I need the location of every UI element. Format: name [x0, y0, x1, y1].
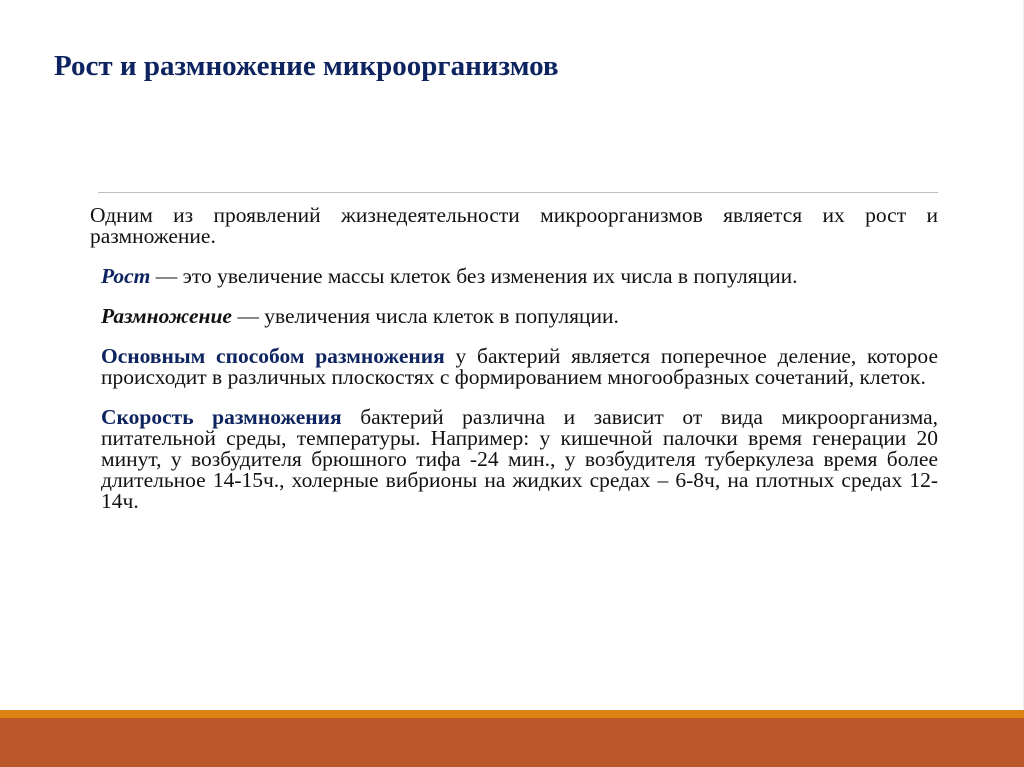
term-main-method: Основным способом размножения [101, 344, 445, 368]
paragraph-text: — увеличения числа клеток в популяции. [231, 304, 619, 328]
paragraph-text: у бактерий является поперечное деление, которое происходит в различных плоскостях с формированием многообразных сочетаний, клеток. [101, 344, 938, 389]
slide-title: Рост и размножение микроорганизмов [54, 50, 559, 82]
paragraph-intro [90, 205, 938, 247]
paragraph-main-method [90, 346, 938, 388]
paragraph-growth [90, 266, 938, 287]
footer-accent-stripe [0, 710, 1024, 718]
term-reproduction: Размножение [101, 304, 232, 328]
paragraph-text: бактерий различна и зависит от вида микроорганизма, питательной среды, температуры. Например: у кишечной палочки время генерации 20 минут, у возбудителя брюшного тифа -24 мин., у возбудителя туберкулеза время более длительное 14-15ч., холерные вибрионы на жидких средах – 6-8ч, на плотных средах 12-14ч. [101, 405, 938, 513]
footer-band [0, 718, 1024, 767]
paragraph-reproduction [90, 306, 938, 327]
paragraph-text: — это увеличение массы клеток без изменения их числа в популяции. [150, 264, 798, 288]
term-reproduction-rate: Скорость размножения [101, 405, 342, 429]
paragraph-text: Одним из проявлений жизнедеятельности микроорганизмов является их рост и размножение. [90, 203, 938, 248]
slide-body [90, 205, 938, 531]
title-divider [98, 192, 938, 193]
term-growth: Рост [101, 264, 151, 288]
paragraph-reproduction-rate [90, 407, 938, 512]
